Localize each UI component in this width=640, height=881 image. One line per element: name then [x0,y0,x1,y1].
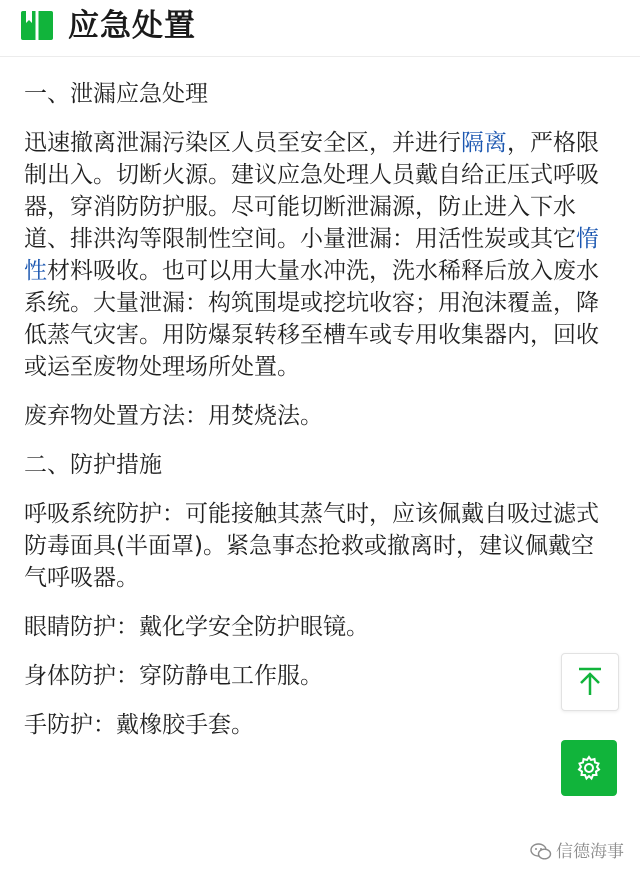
body-paragraph: 身体防护：穿防静电工作服。 [24,663,323,689]
link-isolation[interactable]: 隔离 [461,130,507,156]
back-to-top-button[interactable] [561,653,619,711]
link-inert[interactable]: 惰性 [24,226,599,284]
respiratory-paragraph: 呼吸系统防护：可能接触其蒸气时，应该佩戴自吸过滤式防毒面具(半面罩)。紧急事态抢救或撤离时，建议佩戴空气呼吸器。 [24,501,599,591]
leak-text-part: 材料吸收。也可以用大量水冲洗，洗水稀释后放入废水系统。大量泄漏：构筑围堤或挖坑收容；用泡沫覆盖，降低蒸气灾害。用防爆泵转移至槽车或专用收集器内，回收或运至废物处理场所处置。 [24,258,599,380]
section-title-protection: 二、防护措施 [24,452,162,478]
book-icon [20,9,54,43]
wechat-icon [530,842,552,862]
settings-button[interactable] [561,740,617,796]
leak-paragraph [24,127,614,383]
watermark-text: 信德海事 [556,842,624,862]
hand-paragraph: 手防护：戴橡胶手套。 [24,712,254,738]
gear-icon [576,755,602,781]
section-title-leak: 一、泄漏应急处理 [24,81,208,107]
leak-text-part: 迅速撤离泄漏污染区人员至安全区，并进行 [24,130,461,156]
header [0,0,640,57]
leak-text-part: ，严格限制出入。切断火源。建议应急处理人员戴自给正压式呼吸器，穿消防防护服。尽可能切断泄漏源，防止进入下水道、排洪沟等限制性空间。小量泄漏：用活性炭或其它 [24,130,599,252]
eye-paragraph: 眼睛防护：戴化学安全防护眼镜。 [24,614,369,640]
arrow-up-icon [576,667,604,697]
disposal-paragraph: 废弃物处置方法：用焚烧法。 [24,403,323,429]
page-title: 应急处置 [68,8,196,44]
article-body [24,78,614,758]
